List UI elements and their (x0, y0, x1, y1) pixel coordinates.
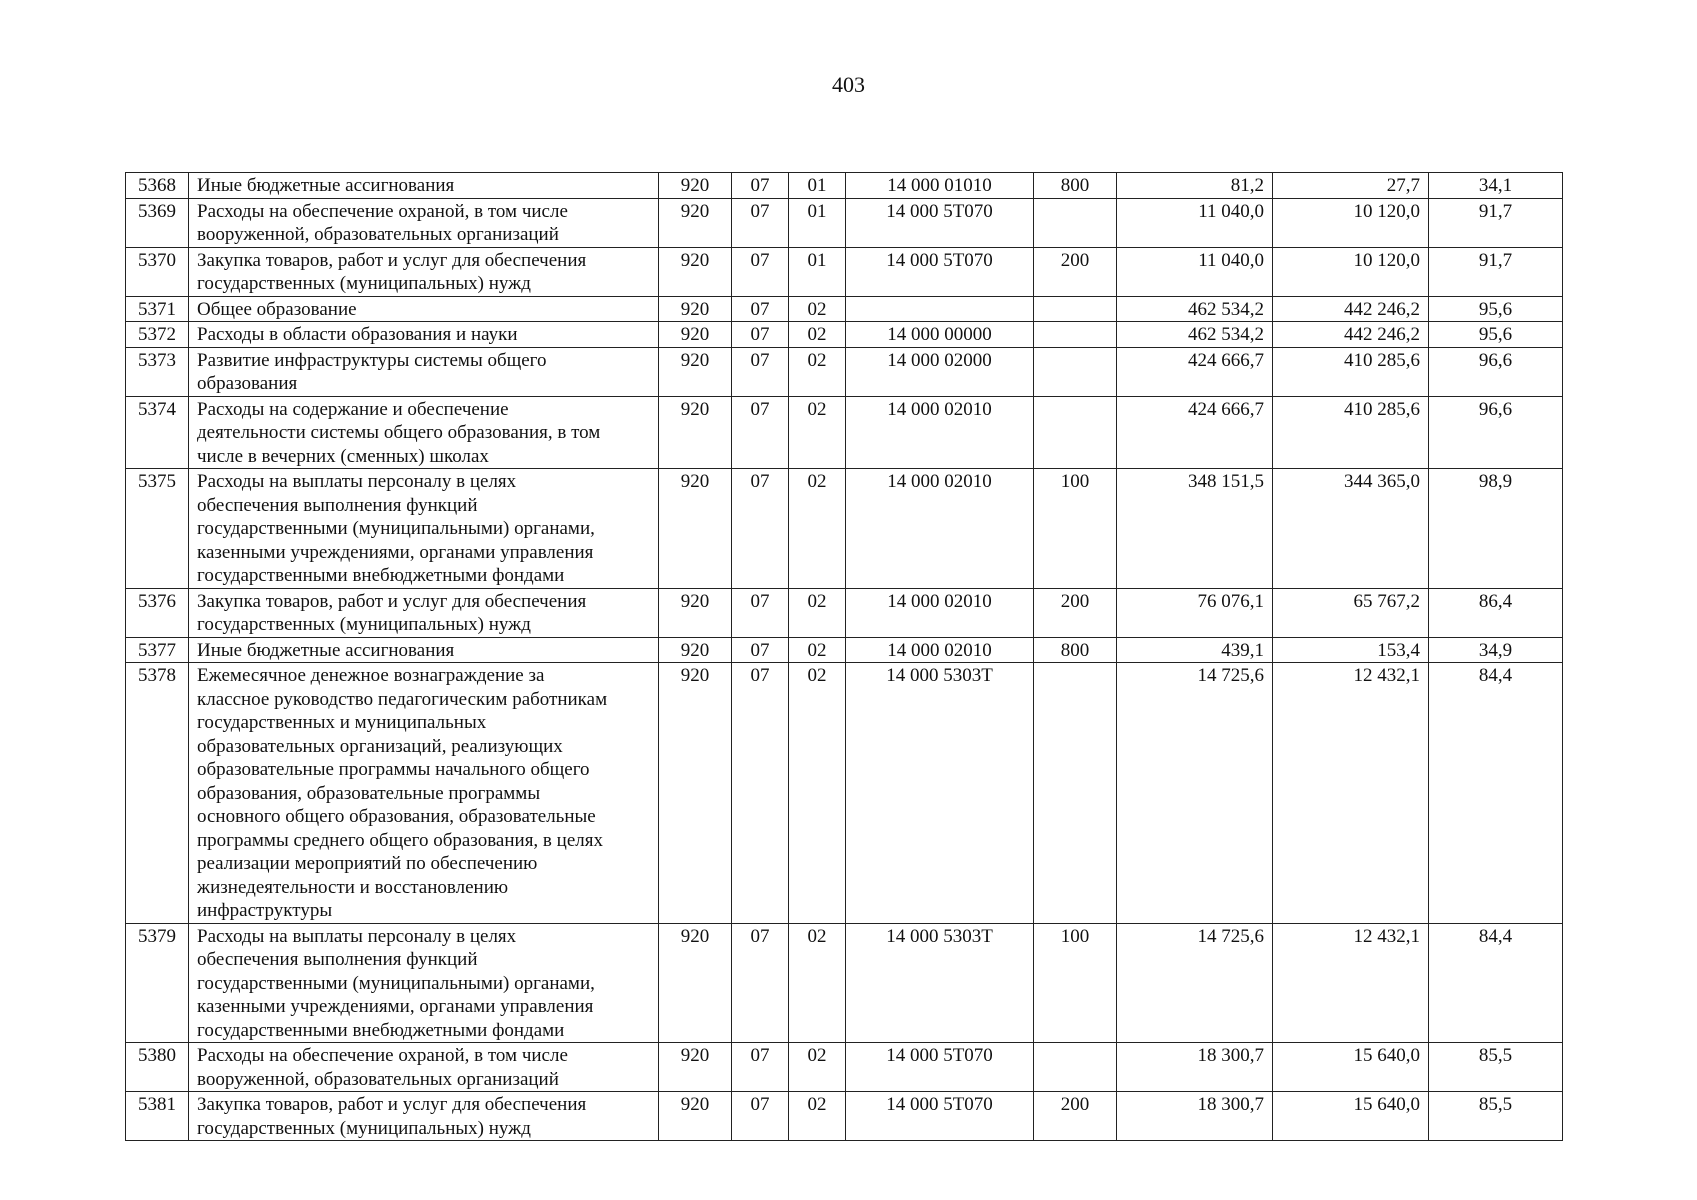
executed-amount: 153,4 (1273, 637, 1429, 663)
department-code: 920 (659, 663, 732, 924)
department-code: 920 (659, 198, 732, 247)
description-line: государственных (муниципальных) нужд (197, 614, 531, 635)
table-row (126, 469, 1563, 589)
row-description (189, 322, 659, 348)
target-article-code: 14 000 5Т070 (846, 1043, 1034, 1092)
planned-amount: 18 300,7 (1117, 1043, 1273, 1092)
section-code: 07 (732, 347, 789, 396)
row-number: 5371 (126, 296, 189, 322)
executed-amount: 10 120,0 (1273, 198, 1429, 247)
expense-type-code: 800 (1034, 637, 1117, 663)
description-line: обеспечения выполнения функций (197, 949, 478, 970)
row-number: 5370 (126, 247, 189, 296)
row-description (189, 588, 659, 637)
row-number: 5381 (126, 1092, 189, 1141)
table-row (126, 637, 1563, 663)
target-article-code: 14 000 5303Т (846, 663, 1034, 924)
section-code: 07 (732, 469, 789, 589)
subsection-code: 02 (789, 296, 846, 322)
target-article-code (846, 296, 1034, 322)
description-line: государственными (муниципальными) органами, (197, 972, 595, 994)
subsection-code: 01 (789, 198, 846, 247)
expense-type-code (1034, 296, 1117, 322)
description-line: Расходы на выплаты персоналу в целях (197, 925, 517, 947)
section-code: 07 (732, 322, 789, 348)
row-description (189, 1043, 659, 1092)
row-description (189, 663, 659, 924)
section-code: 07 (732, 247, 789, 296)
table-row (126, 923, 1563, 1043)
row-number: 5372 (126, 322, 189, 348)
execution-percent: 91,7 (1429, 247, 1563, 296)
executed-amount: 410 285,6 (1273, 396, 1429, 469)
executed-amount: 12 432,1 (1273, 923, 1429, 1043)
description-line: Иные бюджетные ассигнования (197, 175, 455, 196)
executed-amount: 15 640,0 (1273, 1043, 1429, 1092)
executed-amount: 15 640,0 (1273, 1092, 1429, 1141)
execution-percent: 84,4 (1429, 663, 1563, 924)
table-row (126, 396, 1563, 469)
table-row (126, 173, 1563, 199)
planned-amount: 81,2 (1117, 173, 1273, 199)
subsection-code: 02 (789, 663, 846, 924)
subsection-code: 02 (789, 469, 846, 589)
subsection-code: 02 (789, 923, 846, 1043)
description-line: числе в вечерних (сменных) школах (197, 445, 489, 467)
department-code: 920 (659, 322, 732, 348)
row-number: 5379 (126, 923, 189, 1043)
table-row (126, 663, 1563, 924)
description-line: Ежемесячное денежное вознаграждение за (197, 665, 545, 686)
target-article-code: 14 000 5Т070 (846, 198, 1034, 247)
execution-percent: 34,9 (1429, 637, 1563, 663)
row-description (189, 198, 659, 247)
description-line: Расходы на обеспечение охраной, в том числе (197, 1045, 568, 1066)
row-description (189, 347, 659, 396)
table-row (126, 296, 1563, 322)
executed-amount: 344 365,0 (1273, 469, 1429, 589)
executed-amount: 442 246,2 (1273, 296, 1429, 322)
subsection-code: 01 (789, 173, 846, 199)
section-code: 07 (732, 637, 789, 663)
section-code: 07 (732, 588, 789, 637)
target-article-code: 14 000 02000 (846, 347, 1034, 396)
row-description (189, 469, 659, 589)
target-article-code: 14 000 01010 (846, 173, 1034, 199)
table-row (126, 322, 1563, 348)
expense-type-code: 800 (1034, 173, 1117, 199)
expense-type-code: 200 (1034, 588, 1117, 637)
row-description (189, 923, 659, 1043)
planned-amount: 18 300,7 (1117, 1092, 1273, 1141)
description-line: жизнедеятельности и восстановлению (197, 876, 509, 898)
row-number: 5378 (126, 663, 189, 924)
section-code: 07 (732, 1043, 789, 1092)
table-row (126, 198, 1563, 247)
section-code: 07 (732, 198, 789, 247)
department-code: 920 (659, 637, 732, 663)
table-row (126, 1092, 1563, 1141)
row-description (189, 247, 659, 296)
expense-type-code (1034, 322, 1117, 348)
target-article-code: 14 000 02010 (846, 469, 1034, 589)
planned-amount: 462 534,2 (1117, 296, 1273, 322)
subsection-code: 02 (789, 637, 846, 663)
section-code: 07 (732, 923, 789, 1043)
subsection-code: 02 (789, 347, 846, 396)
expense-type-code (1034, 1043, 1117, 1092)
row-description (189, 1092, 659, 1141)
description-line: казенными учреждениями, органами управления (197, 541, 594, 563)
executed-amount: 410 285,6 (1273, 347, 1429, 396)
target-article-code: 14 000 02010 (846, 588, 1034, 637)
execution-percent: 85,5 (1429, 1092, 1563, 1141)
description-line: Расходы в области образования и науки (197, 324, 518, 345)
row-number: 5375 (126, 469, 189, 589)
description-line: государственными внебюджетными фондами (197, 565, 565, 586)
description-line: государственных (муниципальных) нужд (197, 1117, 531, 1139)
description-line: деятельности системы общего образования, в том (197, 422, 601, 443)
target-article-code: 14 000 00000 (846, 322, 1034, 348)
row-description (189, 296, 659, 322)
expense-type-code (1034, 347, 1117, 396)
execution-percent: 91,7 (1429, 198, 1563, 247)
description-line: программы среднего общего образования, в целях (197, 829, 603, 851)
planned-amount: 76 076,1 (1117, 588, 1273, 637)
row-description (189, 396, 659, 469)
department-code: 920 (659, 247, 732, 296)
executed-amount: 65 767,2 (1273, 588, 1429, 637)
description-line: образования (197, 373, 298, 394)
description-line: Закупка товаров, работ и услуг для обеспечения (197, 249, 587, 271)
description-line: Расходы на обеспечение охраной, в том числе (197, 200, 568, 222)
description-line: Закупка товаров, работ и услуг для обеспечения (197, 590, 587, 612)
description-line: классное руководство педагогическим работникам (197, 688, 608, 710)
department-code: 920 (659, 923, 732, 1043)
execution-percent: 85,5 (1429, 1043, 1563, 1092)
section-code: 07 (732, 1092, 789, 1141)
planned-amount: 11 040,0 (1117, 198, 1273, 247)
page-number: 403 (832, 72, 865, 97)
description-line: казенными учреждениями, органами управления (197, 996, 594, 1017)
expense-type-code (1034, 198, 1117, 247)
expense-type-code: 200 (1034, 1092, 1117, 1141)
department-code: 920 (659, 1043, 732, 1092)
description-line: образовательные программы начального общего (197, 759, 590, 780)
description-line: Иные бюджетные ассигнования (197, 639, 455, 661)
row-number: 5369 (126, 198, 189, 247)
row-number: 5376 (126, 588, 189, 637)
subsection-code: 01 (789, 247, 846, 296)
description-line: обеспечения выполнения функций (197, 494, 478, 516)
expense-type-code (1034, 396, 1117, 469)
executed-amount: 442 246,2 (1273, 322, 1429, 348)
executed-amount: 12 432,1 (1273, 663, 1429, 924)
department-code: 920 (659, 347, 732, 396)
description-line: государственными внебюджетными фондами (197, 1019, 565, 1041)
executed-amount: 10 120,0 (1273, 247, 1429, 296)
planned-amount: 462 534,2 (1117, 322, 1273, 348)
target-article-code: 14 000 02010 (846, 637, 1034, 663)
budget-table (125, 172, 1563, 1141)
row-number: 5373 (126, 347, 189, 396)
subsection-code: 02 (789, 588, 846, 637)
description-line: образования, образовательные программы (197, 782, 541, 804)
planned-amount: 424 666,7 (1117, 347, 1273, 396)
description-line: инфраструктуры (197, 900, 333, 921)
expense-type-code: 200 (1034, 247, 1117, 296)
section-code: 07 (732, 296, 789, 322)
table-row (126, 1043, 1563, 1092)
description-line: образовательных организаций, реализующих (197, 735, 563, 757)
description-line: государственных и муниципальных (197, 712, 487, 733)
department-code: 920 (659, 173, 732, 199)
table-row (126, 347, 1563, 396)
target-article-code: 14 000 5Т070 (846, 247, 1034, 296)
execution-percent: 95,6 (1429, 322, 1563, 348)
execution-percent: 84,4 (1429, 923, 1563, 1043)
description-line: государственных (муниципальных) нужд (197, 273, 531, 294)
section-code: 07 (732, 396, 789, 469)
table-row (126, 247, 1563, 296)
description-line: Расходы на выплаты персоналу в целях (197, 471, 517, 492)
description-line: Развитие инфраструктуры системы общего (197, 349, 547, 371)
description-line: реализации мероприятий по обеспечению (197, 853, 538, 874)
planned-amount: 11 040,0 (1117, 247, 1273, 296)
section-code: 07 (732, 663, 789, 924)
subsection-code: 02 (789, 322, 846, 348)
row-number: 5368 (126, 173, 189, 199)
department-code: 920 (659, 588, 732, 637)
department-code: 920 (659, 296, 732, 322)
description-line: Общее образование (197, 298, 357, 320)
target-article-code: 14 000 02010 (846, 396, 1034, 469)
execution-percent: 96,6 (1429, 347, 1563, 396)
target-article-code: 14 000 5303Т (846, 923, 1034, 1043)
subsection-code: 02 (789, 1092, 846, 1141)
row-number: 5374 (126, 396, 189, 469)
description-line: государственными (муниципальными) органами, (197, 518, 595, 539)
execution-percent: 34,1 (1429, 173, 1563, 199)
description-line: вооруженной, образовательных организаций (197, 1068, 559, 1090)
department-code: 920 (659, 396, 732, 469)
planned-amount: 348 151,5 (1117, 469, 1273, 589)
subsection-code: 02 (789, 396, 846, 469)
row-description (189, 173, 659, 199)
department-code: 920 (659, 469, 732, 589)
description-line: Закупка товаров, работ и услуг для обеспечения (197, 1094, 587, 1115)
execution-percent: 95,6 (1429, 296, 1563, 322)
subsection-code: 02 (789, 1043, 846, 1092)
section-code: 07 (732, 173, 789, 199)
planned-amount: 424 666,7 (1117, 396, 1273, 469)
description-line: вооруженной, образовательных организаций (197, 224, 559, 245)
description-line: основного общего образования, образовательные (197, 806, 596, 827)
expense-type-code (1034, 663, 1117, 924)
department-code: 920 (659, 1092, 732, 1141)
table-row (126, 588, 1563, 637)
description-line: Расходы на содержание и обеспечение (197, 398, 509, 420)
expense-type-code: 100 (1034, 469, 1117, 589)
planned-amount: 14 725,6 (1117, 923, 1273, 1043)
row-number: 5377 (126, 637, 189, 663)
expense-type-code: 100 (1034, 923, 1117, 1043)
row-description (189, 637, 659, 663)
execution-percent: 86,4 (1429, 588, 1563, 637)
executed-amount: 27,7 (1273, 173, 1429, 199)
target-article-code: 14 000 5Т070 (846, 1092, 1034, 1141)
execution-percent: 96,6 (1429, 396, 1563, 469)
planned-amount: 14 725,6 (1117, 663, 1273, 924)
planned-amount: 439,1 (1117, 637, 1273, 663)
row-number: 5380 (126, 1043, 189, 1092)
execution-percent: 98,9 (1429, 469, 1563, 589)
